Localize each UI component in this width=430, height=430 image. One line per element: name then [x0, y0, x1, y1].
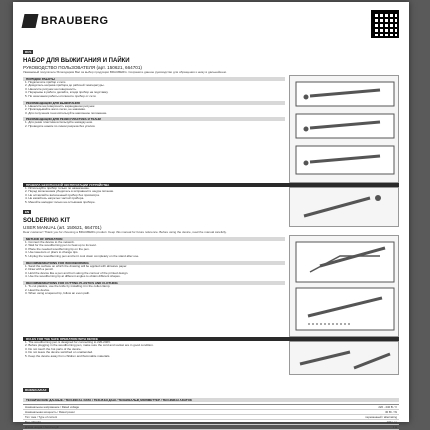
en-line: 3. When using a tapered tip, follow an even path. — [25, 291, 91, 296]
tech-value: 220 - 240 В / V — [378, 405, 397, 409]
en-line: 1. Sand the surface on which the drawing will be applied with abrasive paper. — [25, 263, 128, 268]
en-section-title: METHOD OF OPERATION — [23, 237, 285, 241]
tech-value: 100 г / g — [386, 420, 397, 424]
qr-code-icon — [371, 10, 399, 38]
en-line: 4. Use tweezers or pliers to change tips. — [25, 250, 79, 255]
en-safety-title: RULES FOR THE SAFE OPERATION WITH DEVICE — [23, 337, 399, 341]
ru-safety-line: 1. Используйте прибор только по назначению. — [25, 185, 90, 190]
tech-label: Вес / Weight — [25, 420, 41, 424]
en-illustrations — [289, 235, 399, 335]
ru-line: 3. Для получения тени используйте наклонное положение. — [25, 110, 108, 115]
header — [23, 10, 399, 44]
ru-line: 2. Дождитесь нагрева прибора до рабочей температуры. — [25, 83, 105, 88]
en-line: 5. Unplug the woodburning pen and let it cool down completely on the stand after use. — [25, 253, 140, 258]
ru-section-title: ПОРЯДОК РАБОТЫ — [23, 77, 285, 81]
en-subtitle: USER MANUAL (art. 150621, 664701) — [23, 225, 102, 230]
en-line: 2. Wait for the woodburning pen to heat up to its level. — [25, 243, 97, 248]
ru-block — [23, 40, 399, 225]
brand-name: BRAUBERG — [41, 15, 109, 27]
tech-table — [23, 404, 399, 430]
en-section-title: RECOMMENDATIONS FOR CUTTING PLASTICS AND CLOTHING — [23, 281, 285, 285]
en-line: 2. Heat the device. — [25, 287, 51, 292]
tech-label: Номинальная мощность / Rated power — [25, 410, 75, 414]
brand-logo — [23, 14, 109, 28]
en-line: 1. Connect the device to the network. — [25, 239, 75, 244]
tech-title: ТЕХНИЧЕСКИЕ ДАННЫЕ / TECHNICAL DATA / ТЕХНІЧНІ ДАНІ / ТЕХНИКАЛЫҚ МӘЛІМЕТТЕР / TECHNIKAI ADATOK — [23, 398, 399, 402]
tech-value: 30 Вт / W — [385, 410, 397, 414]
ru-line: 1. Подключите прибор к сети. — [25, 79, 67, 84]
en-line: 2. Draw with a pencil. — [25, 267, 54, 272]
lang-tag-ru: RUS — [25, 50, 32, 54]
ru-section-title: РЕКОМЕНДАЦИИ ДЛЯ ВЫЖИГАНИЯ — [23, 101, 285, 105]
en-safety-line: 2. Before plugging in the woodburning pen, make sure the cord and socket are in good condition. — [25, 343, 154, 348]
en-safety-line: 5. Keep the device away from children and flammable materials. — [25, 353, 111, 358]
brand-mark-icon — [22, 14, 39, 28]
table-row — [23, 425, 399, 430]
en-safety-line: 3. Do not touch the hot parts of the device. — [25, 346, 82, 351]
lang-tag-en: EN — [25, 210, 30, 214]
tech-label: Длина шнура / Cord length — [25, 425, 60, 429]
en-safety-line: 4. Do not leave the device switched on unattended. — [25, 350, 94, 355]
tech-label: Номинальное напряжение / Rated voltage — [25, 405, 80, 409]
ru-line: 1. Нанесите на поверхность карандашом рисунок. — [25, 103, 96, 108]
ru-safety-title: ПРАВИЛА БЕЗОПАСНОЙ ЭКСПЛУАТАЦИИ УСТРОЙСТВА — [23, 183, 399, 187]
en-line: 1. To cut plastics, use the knife by installing it in the collet clamp. — [25, 283, 111, 288]
ru-section-title: РЕКОМЕНДАЦИИ ДЛЯ РЕЗКИ ПЛАСТИКА И ТКАНИ — [23, 117, 285, 121]
ru-line: 3. Наносите рисунок на поверхность. — [25, 86, 77, 91]
ru-safety-line: 4. Не касайтесь нагретых частей прибора. — [25, 196, 85, 201]
ru-illustrations — [289, 75, 399, 181]
ru-title: НАБОР ДЛЯ ВЫЖИГАНИЯ И ПАЙКИ — [23, 58, 130, 64]
ru-intro: Уважаемый покупатель! Благодарим Вас за выбор продукции BRAUBERG. Сохраните данное руководство для обращения к нему в дальнейшем. — [23, 70, 227, 74]
tech-value: 1 м — [392, 425, 397, 429]
ru-safety-line: 5. Меняйте насадки только на остывшем приборе. — [25, 199, 96, 204]
manual-sheet — [13, 2, 409, 429]
en-line: 4. Use the woodburning tip at different angles to obtain different shapes. — [25, 274, 121, 279]
ru-line: 2. Прикладывайте жало легко, не нажимая. — [25, 107, 86, 112]
en-safety-illustration — [289, 341, 399, 373]
ru-line: 4. Перерывы в работе делайте, кладя прибор на подставку. — [25, 90, 109, 95]
tips-illustration — [289, 341, 399, 375]
ru-safety-line: 2. Перед включением убедитесь в исправности шнура питания. — [25, 189, 114, 194]
pen-illustration — [289, 75, 399, 183]
en-section-title: RECOMMENDATIONS FOR WOODBURNING — [23, 261, 285, 265]
en-block — [23, 200, 399, 373]
tech-label: Тип тока / Type of current — [25, 415, 58, 419]
ru-line: 5. По окончании работы отключите прибор от сети. — [25, 93, 97, 98]
en-line: 3. Place the needed woodburning tip on the pen. — [25, 246, 90, 251]
lang-tag-tech: RU/EN/UA/KAZ — [25, 388, 47, 392]
en-safety-line: 1. The woodburning pen is designed for connecting to 220-240V. — [25, 339, 111, 344]
ru-line: 1. Для резки пластика используйте насадку-нож. — [25, 120, 93, 125]
en-line: 3. Hold the device like a pen and burn along the contour of the printed design. — [25, 270, 129, 275]
en-title: SOLDERING KIT — [23, 218, 71, 224]
en-intro: Dear customer! Thank you for choosing a BRAUBERG product. Keep this manual for future reference. Before using the device, read the manual carefully. — [23, 230, 227, 234]
ru-subtitle: РУКОВОДСТВО ПОЛЬЗОВАТЕЛЯ (арт. 150621, 664701) — [23, 65, 142, 70]
ru-line: 2. Проводите ножом по линии разреза без усилия. — [25, 123, 96, 128]
tech-value: переменный / alternating — [365, 415, 397, 419]
pen-stand-illustration — [289, 235, 399, 337]
ru-safety-line: 3. Не оставляйте включенный прибор без присмотра. — [25, 192, 100, 197]
tech-block — [23, 378, 399, 430]
